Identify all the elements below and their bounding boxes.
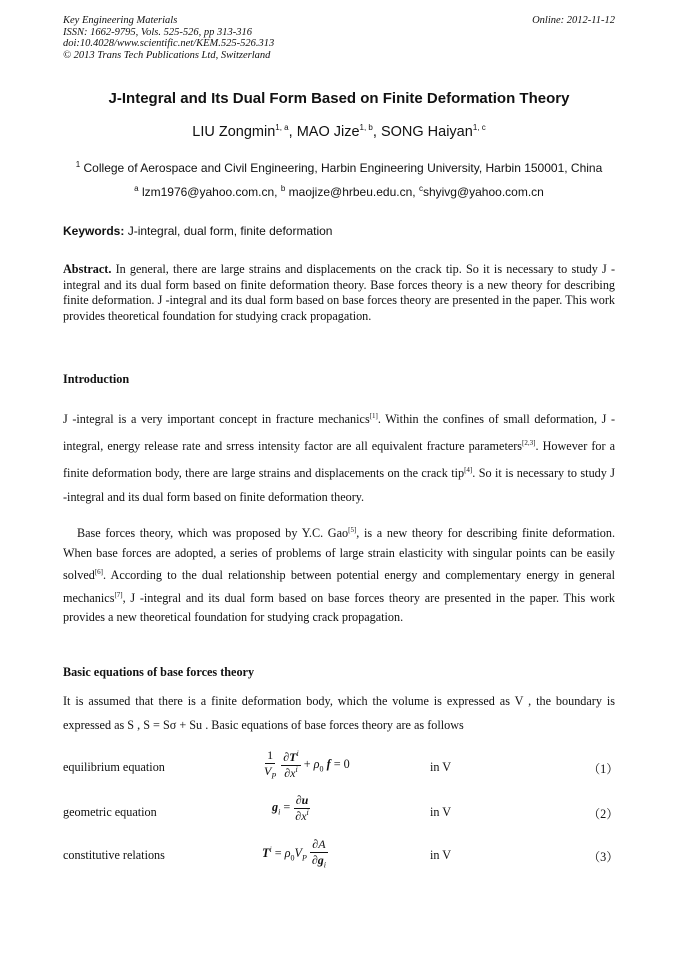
basic-line: It is assumed that there is a finite deformation body, which the volume is expressed as V , the <box>63 694 551 708</box>
doi-line: doi:10.4028/www.scientific.net/KEM.525-526.313 <box>63 38 275 49</box>
email-sup: c <box>418 184 423 193</box>
abstract-line: propagation. <box>310 309 372 324</box>
email-sup: a <box>134 184 139 193</box>
issn-line: ISSN: 1662-9795, Vols. 525-526, pp 313-316 <box>63 26 252 38</box>
intro-text: studying crack propagation. <box>267 610 404 624</box>
abstract <box>63 262 615 325</box>
basic-line: boundary is expressed as S , S = Sσ + Su . Basic equations of base forces theory are as follows <box>63 694 615 732</box>
introduction-paragraph-1 <box>63 404 615 509</box>
author-sup: 1, b <box>359 123 373 133</box>
intro-text: singular points can be easily solved <box>63 545 616 582</box>
section-heading-basic-equations: Basic equations of base forces theory <box>63 665 255 679</box>
intro-text: . According to the dual relationship between potential energy <box>103 568 418 582</box>
equilibrium-equation-math: $\frac{1}{V_P}$ $\frac{\partial T^i}{\partial x^i}$ + $\rho_0$ f = 0 <box>264 748 350 781</box>
intro-text: , J -integral and its dual form based on base <box>122 590 350 605</box>
equation-number: （2） <box>588 807 619 821</box>
affiliation-text: College of Aerospace and Civil Engineering, Harbin Engineering University, Harbin 150001, China <box>83 161 603 175</box>
keywords-label: Keywords: <box>63 224 125 238</box>
keywords-text: J-integral, dual form, finite deformation <box>127 224 333 238</box>
email-list <box>63 185 615 199</box>
intro-text: Base forces theory, which was proposed by Y.C. Gao <box>77 526 349 540</box>
citation: [4] <box>464 466 473 474</box>
email-sup: b <box>280 184 286 193</box>
abstract-line: study J -integral and its dual form based on finite deformation theory. Base forces theory is a new <box>63 262 616 292</box>
intro-text: . Within the confines of small <box>377 412 530 426</box>
intro-text: the crack tip <box>403 466 465 480</box>
intro-text: parameters <box>468 439 523 453</box>
introduction-paragraph-2 <box>63 521 615 628</box>
citation: [1] <box>369 412 378 420</box>
intro-text: deformation, J -integral, energy release rate and srress intensity factor are all equivalent fracture <box>63 412 615 453</box>
equation-domain: in V <box>430 760 452 774</box>
constitutive-relations-math: $T^i = \rho_0V_P$ $\frac{\partial A}{\partial g_i}$ <box>262 837 327 870</box>
equation-label: geometric equation <box>63 805 157 819</box>
abstract-line: theory for describing finite deformation. J -integral and its dual form based on base forces theory <box>63 277 616 308</box>
online-date: Online: 2012-11-12 <box>532 15 615 26</box>
intro-text: and complementary energy in general mechanics <box>63 568 615 605</box>
equation-domain: in V <box>430 848 452 862</box>
email-address[interactable]: maojize@hrbeu.edu.cn, <box>288 185 416 199</box>
affiliation <box>63 161 615 175</box>
abstract-label: Abstract. <box>63 262 112 276</box>
citation: [6] <box>94 568 103 576</box>
intro-text: . So it is necessary to study J -integral and its dual form based on finite deformation <box>63 466 616 504</box>
equation-number: （3） <box>588 850 619 864</box>
equation-number: （1） <box>588 762 619 776</box>
intro-text: theory. <box>330 490 365 504</box>
author-name: LIU Zongmin <box>192 124 276 140</box>
abstract-line: are presented in the paper. This work provides theoretical foundation for studying crack <box>63 293 615 324</box>
intro-text: J -integral is a very important concept in fracture mechanics <box>63 412 370 426</box>
section-heading-introduction: Introduction <box>63 372 130 386</box>
equation-label: equilibrium equation <box>63 760 165 774</box>
basic-equations-paragraph <box>63 689 615 737</box>
journal-header <box>63 15 274 61</box>
citation: [5] <box>348 526 357 534</box>
citation: [2,3] <box>522 439 536 447</box>
abstract-line: In general, there are large strains and displacements on the crack tip. So it is necessary to <box>115 262 568 276</box>
keywords <box>63 224 332 238</box>
intro-text: forces theory are presented in the paper. This work provides a new theoretical foundation for <box>63 590 615 624</box>
equation-label: constitutive relations <box>63 848 165 862</box>
author-sup: 1, a <box>275 123 289 133</box>
affiliation-sup: 1 <box>75 160 81 169</box>
paper-title: J-Integral and Its Dual Form Based on Finite Deformation Theory <box>108 90 570 107</box>
copyright-line: © 2013 Trans Tech Publications Ltd, Switzerland <box>63 49 271 61</box>
journal-name: Key Engineering Materials <box>63 15 178 26</box>
citation: [7] <box>114 590 123 599</box>
author-list: LIU Zongmin$^{1, a}$, MAO Jize$^{1, b}$, SONG Haiyan$^{1, c}$ <box>192 123 486 140</box>
intro-text: deformation. When base forces are adopted, a series of problems of large strain elasticity with <box>63 526 615 560</box>
geometric-equation-math: $g_i$ = $\frac{\partial u}{\partial x^i}$ <box>272 793 309 823</box>
email-address[interactable]: shyivg@yahoo.com.cn <box>422 185 544 199</box>
intro-text: . However for a finite deformation body, there are large strains and displacements on <box>63 439 616 480</box>
author-sup: 1, c <box>472 123 486 133</box>
author-name: MAO Jize <box>296 124 360 140</box>
equation-domain: in V <box>430 805 452 819</box>
intro-text: , is a new theory for describing finite <box>356 526 548 540</box>
email-address[interactable]: lzm1976@yahoo.com.cn, <box>141 185 278 199</box>
author-name: SONG Haiyan <box>380 124 473 140</box>
